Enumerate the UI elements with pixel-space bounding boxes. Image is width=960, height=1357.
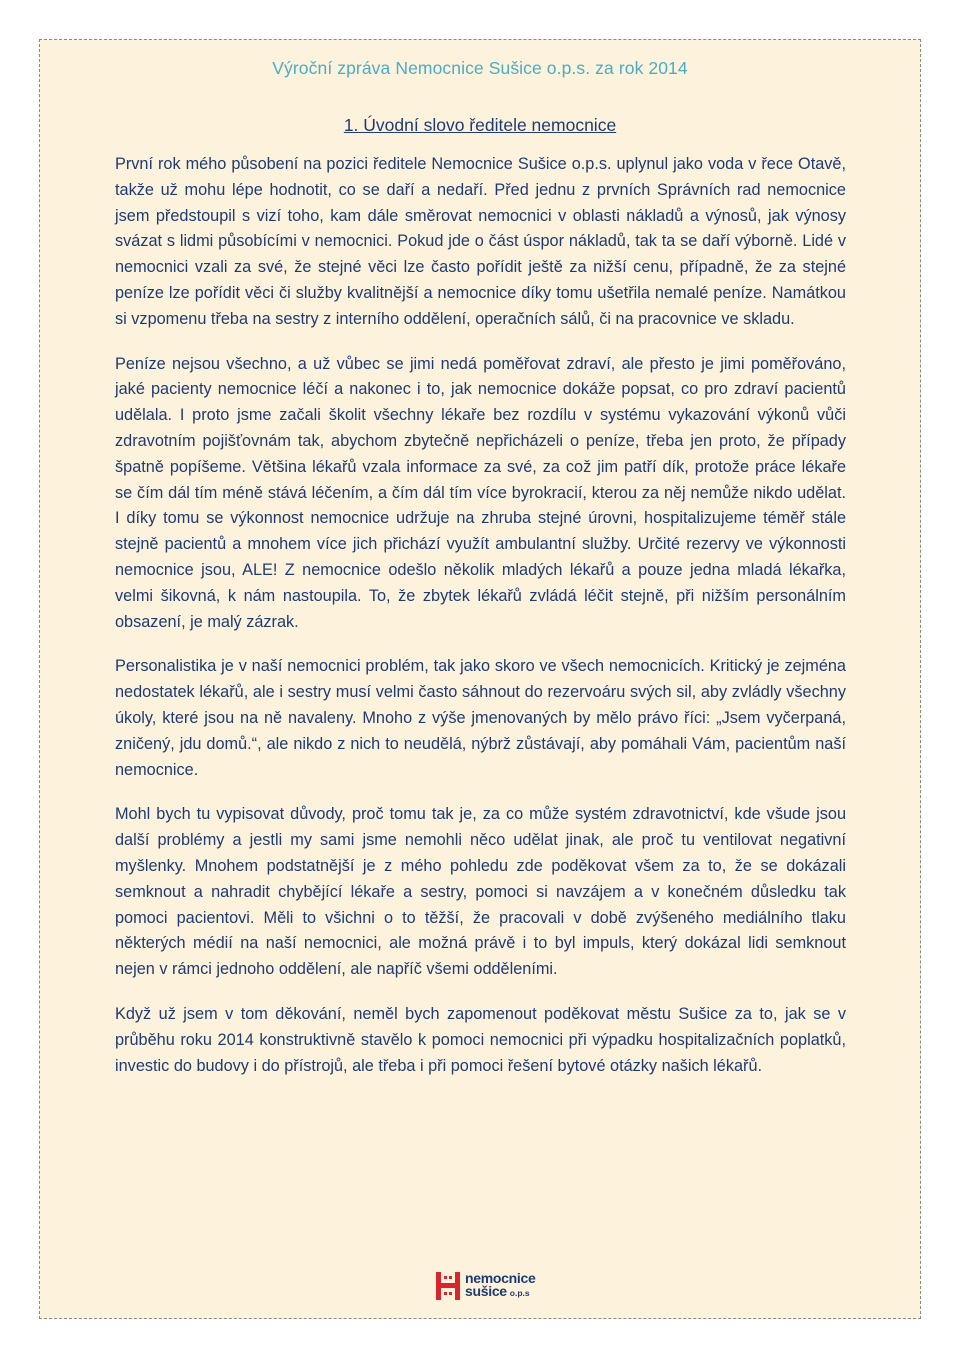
logo-line-2-wrap <box>465 1285 535 1300</box>
paragraph-1: První rok mého působení na pozici ředitele Nemocnice Sušice o.p.s. uplynul jako voda v řece Otavě, takže už mohu lépe hodnotit, co se daří a nedaří. Před jednu z prvních Správních rad nemocnice jsem předstoupil s vizí toho, kam dále směrovat nemocnici v oblasti nákladů a výnosů, jak výnosy svázat s lidmi působícími v nemocnici. Pokud jde o část úspor nákladů, tak ta se daří výborně. Lidé v nemocnici vzali za své, že stejné věci lze často pořídit ještě za nižší cenu, případně, že za stejné peníze lze pořídit věci či služby kvalitnější a nemocnice díky tomu ušetřila nemalé peníze. Namátkou si vzpomenu třeba na sestry z interního oddělení, operačních sálů, či na pracovnice ve skladu. <box>115 155 846 328</box>
paragraph-5: Když už jsem v tom děkování, neměl bych zapomenout poděkovat městu Sušice za to, jak se v průběhu roku 2014 konstruktivně stavělo k pomoci nemocnici při výpadku hospitalizačních poplatků, investic do budovy i do přístrojů, ale třeba i při pomoci řešení bytové otázky našich lékařů. <box>115 1004 846 1075</box>
logo-line-1: nemocnice <box>465 1270 536 1286</box>
body-text <box>115 152 846 1079</box>
hospital-logo <box>436 1272 535 1300</box>
section-heading: 1. Úvodní slovo ředitele nemocnice <box>343 115 617 135</box>
paragraph-4: Mohl bych tu vypisovat důvody, proč tomu tak je, za co může systém zdravotnictví, kde všude jsou další problémy a jestli my sami jsme nemohli něco udělat jinak, ale proč tu ventilovat negativní myšlenky. Mnohem podstatnější je z mého pohledu zde poděkovat všem za to, že se dokázali semknout a nahradit chybějící lékaře a sestry, pomoci si navzájem a v konečném důsledku tak pomoci pacientovi. Měli to všichni o to těžší, že pracovali v době zvýšeného mediálního tlaku některých médií na naší nemocnici, ale možná právě i to byl impuls, který dokázal lidi semknout nejen v rámci jednoho oddělení, ale napříč všemi odděleními. <box>115 805 846 979</box>
logo-wordmark <box>465 1272 535 1300</box>
paragraph-3: Personalistika je v naší nemocnici problém, tak jako skoro ve všech nemocnicích. Kritický je zejména nedostatek lékařů, ale i sestry musí velmi často sáhnout do rezervoáru svých sil, aby zvládly všechny úkoly, které jsou na ně navaleny. Mnoho z výše jmenovaných by mělo právo říci: „Jsem vyčerpaná, zničený, jdu domů.“, ale nikdo z nich to neudělá, nýbrž zůstávají, aby pomáhali Vám, pacientům naší nemocnice. <box>115 657 846 779</box>
logo-line-2: sušice <box>465 1283 507 1299</box>
paragraph-2: Peníze nejsou všechno, a už vůbec se jimi nedá poměřovat zdraví, ale přesto je jimi poměřováno, jaké pacienty nemocnice léčí a nakonec i to, jak nemocnice dokáže popsat, co pro zdraví pacientů udělala. I proto jsme začali školit všechny lékaře bez rozdílu v systému vykazování výkonů vůči zdravotním pojišťovnám tak, abychom zbytečně nepřicházeli o peníze, třeba jen proto, že případy špatně popíšeme. Většina lékařů vzala informace za své, za což jim patří dík, protože práce lékaře se čím dál tím méně stává léčením, a čím dál tím více byrokracií, kterou za něj nemůže nikdo udělat. I díky tomu se výkonnost nemocnice udržuje na zhruba stejné úrovni, hospitalizujeme téměř stále stejně pacientů a mnohem více jich přichází využít ambulantní služby. Určité rezervy ve výkonnosti nemocnice jsou, ALE! Z nemocnice odešlo několik mladých lékařů a pouze jedna mladá lékařka, velmi šikovná, k nám nastoupila. To, že zbytek lékařů zvládá léčit stejně, při nižším personálním obsazení, je malý zázrak. <box>115 354 846 631</box>
hospital-cross-icon <box>436 1272 460 1300</box>
logo-suffix: o.p.s <box>509 1288 530 1298</box>
report-title: Výroční zpráva Nemocnice Sušice o.p.s. za rok 2014 <box>272 58 688 78</box>
